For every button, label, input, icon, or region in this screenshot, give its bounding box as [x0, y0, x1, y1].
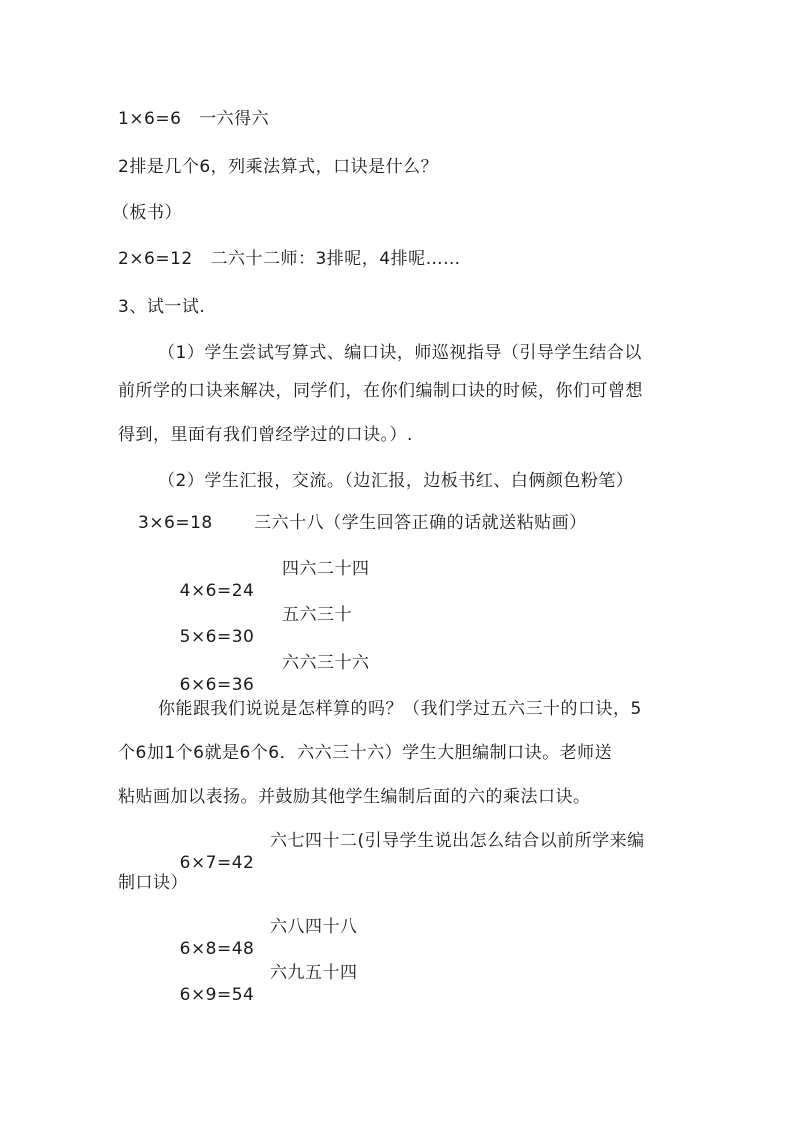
- equation: 5×6=30: [179, 627, 255, 647]
- equation: 6×7=42: [179, 853, 255, 873]
- text-line: 得到，里面有我们曾经学过的口诀。）.: [118, 425, 413, 445]
- text-line: （板书）: [112, 203, 182, 223]
- text-line: 制口诀）: [118, 873, 188, 893]
- verse: 五六三十: [282, 605, 352, 625]
- text-line: 你能跟我们说说是怎样算的吗？（我们学过五六三十的口诀，5: [158, 699, 642, 719]
- text-line: （2）学生汇报，交流。（边汇报，边板书红、白俩颜色粉笔）: [158, 471, 634, 491]
- verse: 六八四十八: [270, 917, 358, 937]
- equation-row: [156, 830, 716, 873]
- text-line: 个6加1个6就是6个6．六六三十六）学生大胆编制口诀。老师送: [118, 743, 613, 763]
- verse: 六六三十六: [282, 653, 370, 673]
- equation-row: [156, 916, 456, 959]
- equation: 6×9=54: [179, 985, 255, 1005]
- text-line: 3、试一试.: [118, 297, 206, 317]
- text-line: （1）学生尝试写算式、编口诀，师巡视指导（引导学生结合以: [158, 343, 642, 363]
- equation-row: [156, 604, 456, 647]
- text-line: 1×6=6 一六得六: [118, 109, 270, 129]
- text-line: 2排是几个6，列乘法算式，口诀是什么？: [118, 157, 439, 177]
- equation: 6×8=48: [179, 939, 255, 959]
- equation-row: [156, 558, 456, 601]
- verse: 六七四十二(引导学生说出怎么结合以前所学来编: [270, 831, 645, 851]
- equation: 6×6=36: [179, 675, 255, 695]
- text-line: 3×6=18 三六十八（学生回答正确的话就送粘贴画）: [138, 513, 587, 533]
- equation-row: [156, 652, 456, 695]
- equation: 4×6=24: [179, 581, 255, 601]
- text-line: 前所学的口诀来解决，同学们，在你们编制口诀的时候，你们可曾想: [118, 381, 643, 401]
- verse: 六九五十四: [270, 963, 358, 983]
- text-line: 粘贴画加以表扬。并鼓励其他学生编制后面的六的乘法口诀。: [118, 787, 591, 807]
- text-line: 2×6=12 二六十二师：3排呢，4排呢……: [118, 249, 461, 269]
- equation-row: [156, 962, 456, 1005]
- verse: 四六二十四: [282, 559, 370, 579]
